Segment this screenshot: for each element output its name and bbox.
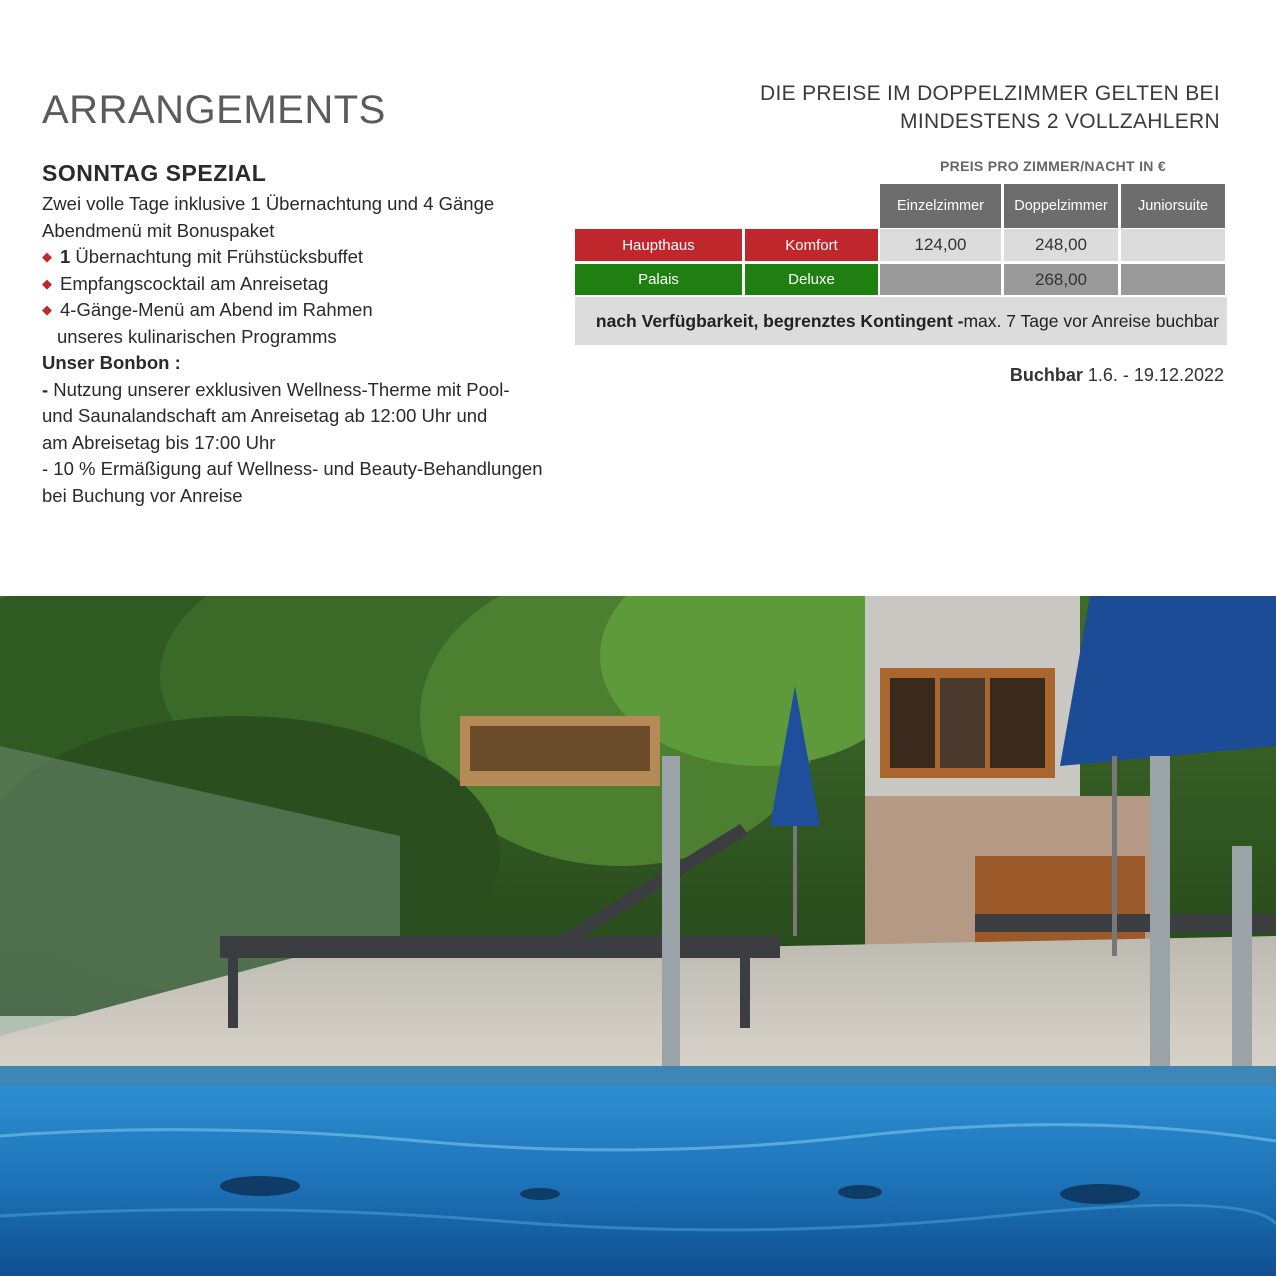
availability-note bbox=[575, 297, 1227, 345]
bonus-wellness-line-1 bbox=[42, 377, 562, 404]
double-room-price-note bbox=[760, 80, 1220, 136]
price-deluxe-single bbox=[880, 264, 1001, 295]
price-komfort-suite bbox=[1121, 229, 1225, 261]
bonus-wellness-line-3: am Abreisetag bis 17:00 Uhr bbox=[42, 431, 276, 453]
pool-terrace-photo bbox=[0, 596, 1276, 1276]
header-double-room: Doppelzimmer bbox=[1004, 184, 1118, 228]
bonus-dash: - bbox=[42, 378, 49, 400]
bonus-discount-line-1: - 10 % Ermäßigung auf Wellness- und Beauty-Behandlungen bbox=[42, 458, 543, 479]
diamond-bullet-icon: ◆ bbox=[42, 302, 52, 317]
header-single-room: Einzelzimmer bbox=[880, 184, 1001, 228]
offer-lead-line-1: Zwei volle Tage inklusive 1 Übernachtung und 4 Gänge bbox=[42, 193, 495, 214]
offer-description bbox=[42, 160, 562, 509]
bonus-title: Unser Bonbon : bbox=[42, 352, 181, 373]
bullet-dinner bbox=[42, 297, 562, 324]
bookable-dates: 1.6. - 19.12.2022 bbox=[1082, 365, 1224, 385]
price-table-caption: PREIS PRO ZIMMER/NACHT IN € bbox=[940, 158, 1166, 174]
availability-text: max. 7 Tage vor Anreise buchbar bbox=[963, 310, 1219, 331]
note-line-2: MINDESTENS 2 VOLLZAHLERN bbox=[900, 110, 1220, 133]
price-komfort-double: 248,00 bbox=[1004, 229, 1118, 261]
row-building-haupthaus: Haupthaus bbox=[575, 229, 742, 261]
availability-bold: nach Verfügbarkeit, begrenztes Kontingent - bbox=[595, 310, 964, 331]
header-junior-suite: Juniorsuite bbox=[1121, 184, 1225, 228]
diamond-bullet-icon: ◆ bbox=[42, 249, 52, 264]
price-deluxe-suite bbox=[1121, 264, 1225, 295]
price-deluxe-double: 268,00 bbox=[1004, 264, 1118, 295]
bullet-overnight-text: Übernachtung mit Frühstücksbuffet bbox=[70, 246, 364, 267]
bullet-cocktail-text: Empfangscocktail am Anreisetag bbox=[60, 272, 329, 294]
bullet-dinner-continuation: unseres kulinarischen Programms bbox=[57, 325, 337, 347]
bonus-wellness-line-2: und Saunalandschaft am Anreisetag ab 12:00 Uhr und bbox=[42, 405, 488, 426]
bullet-overnight-count: 1 bbox=[60, 246, 71, 267]
bookable-period bbox=[1010, 365, 1224, 386]
offer-lead-line-2: Abendmenü mit Bonuspaket bbox=[42, 219, 275, 241]
bullet-overnight bbox=[42, 244, 562, 271]
note-line-1: DIE PREISE IM DOPPELZIMMER GELTEN BEI bbox=[760, 82, 1220, 105]
row-category-deluxe: Deluxe bbox=[745, 264, 878, 295]
page-title: ARRANGEMENTS bbox=[42, 88, 386, 132]
diamond-bullet-icon: ◆ bbox=[42, 275, 52, 291]
row-category-komfort: Komfort bbox=[745, 229, 878, 261]
bookable-label: Buchbar bbox=[1009, 365, 1083, 385]
price-komfort-single: 124,00 bbox=[880, 229, 1001, 261]
bonus-wellness-text: Nutzung unserer exklusiven Wellness-Therme mit Pool- bbox=[48, 378, 510, 400]
bullet-cocktail bbox=[42, 271, 562, 298]
row-building-palais: Palais bbox=[575, 264, 742, 295]
offer-title: SONNTAG SPEZIAL bbox=[42, 160, 267, 186]
bullet-dinner-text: 4-Gänge-Menü am Abend im Rahmen bbox=[60, 299, 373, 320]
bonus-discount-line-2: bei Buchung vor Anreise bbox=[42, 484, 243, 506]
